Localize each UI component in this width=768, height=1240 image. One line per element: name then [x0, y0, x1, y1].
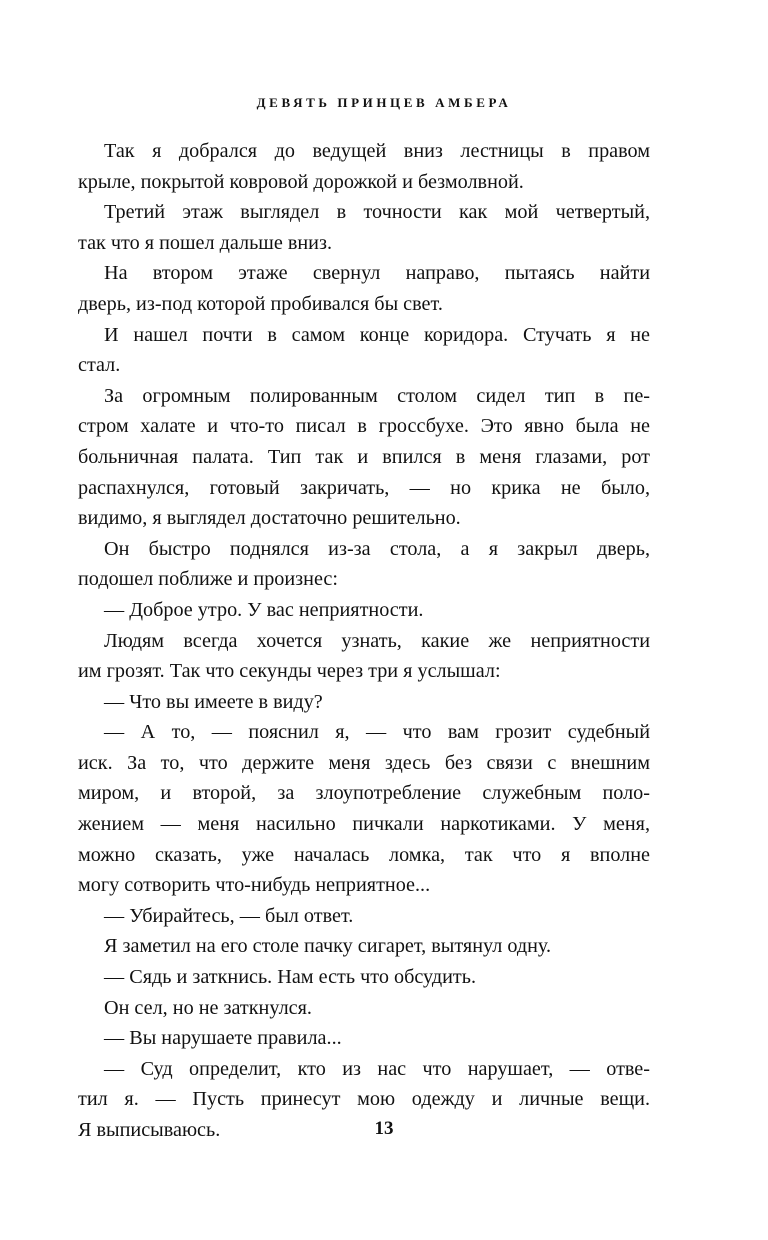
text-line: Я заметил на его столе пачку сигарет, вытянул одну. — [104, 935, 552, 958]
text-line: — Суд определит, кто из нас что нарушает, — отве- — [104, 1057, 650, 1080]
text-line: дверь, из-под которой пробивался бы свет. — [78, 292, 443, 315]
text-line: За огромным полированным столом сидел тип в пе- — [104, 384, 650, 407]
text-line: И нашел почти в самом конце коридора. Стучать я не — [104, 323, 650, 346]
body-text — [78, 136, 650, 1146]
text-line: больничная палата. Тип так и впился в меня глазами, рот — [78, 445, 650, 468]
text-line: могу сотворить что-нибудь неприятное... — [78, 874, 431, 897]
text-line: тил я. — Пусть принесут мою одежду и личные вещи. — [78, 1088, 650, 1111]
page-number: 13 — [374, 1118, 394, 1139]
text-line: распахнулся, готовый закричать, — но крика не было, — [78, 476, 650, 499]
text-line: — А то, — пояснил я, — что вам грозит судебный — [104, 721, 650, 744]
text-line: — Доброе утро. У вас неприятности. — [104, 598, 424, 621]
text-line: На втором этаже свернул направо, пытаясь найти — [104, 262, 650, 285]
text-line: Так я добрался до ведущей вниз лестницы в правом — [104, 140, 650, 162]
running-head: ДЕВЯТЬ ПРИНЦЕВ АМБЕРА — [256, 95, 512, 110]
text-line: миром, и второй, за злоупотребление служебным поло- — [78, 782, 650, 805]
text-line: видимо, я выглядел достаточно решительно. — [78, 507, 461, 530]
text-line: Он сел, но не заткнулся. — [104, 996, 312, 1019]
text-line: подошел поближе и произнес: — [78, 568, 338, 591]
text-line: им грозят. Так что секунды через три я услышал: — [78, 660, 501, 683]
text-line: иск. За то, что держите меня здесь без связи с внешним — [78, 751, 650, 774]
text-line: — Сядь и заткнись. Нам есть что обсудить. — [104, 966, 477, 989]
text-line: Он быстро поднялся из-за стола, а я закрыл дверь, — [104, 537, 650, 560]
text-line: стром халате и что-то писал в гроссбухе. Это явно была не — [78, 415, 650, 438]
text-line: стал. — [78, 354, 121, 377]
text-line: крыле, покрытой ковровой дорожкой и безмолвной. — [78, 170, 524, 193]
text-line: можно сказать, уже началась ломка, так что я вполне — [78, 843, 650, 866]
text-line: Людям всегда хочется узнать, какие же неприятности — [104, 629, 650, 652]
text-line: жением — меня насильно пичкали наркотиками. У меня, — [78, 813, 650, 836]
text-line: — Что вы имеете в виду? — [104, 690, 323, 713]
text-line: Третий этаж выглядел в точности как мой четвертый, — [104, 201, 650, 224]
text-line: — Убирайтесь, — был ответ. — [104, 904, 354, 927]
text-line: так что я пошел дальше вниз. — [78, 231, 332, 254]
text-line: Я выписываюсь. — [78, 1119, 221, 1141]
text-line: — Вы нарушаете правила... — [104, 1027, 342, 1050]
